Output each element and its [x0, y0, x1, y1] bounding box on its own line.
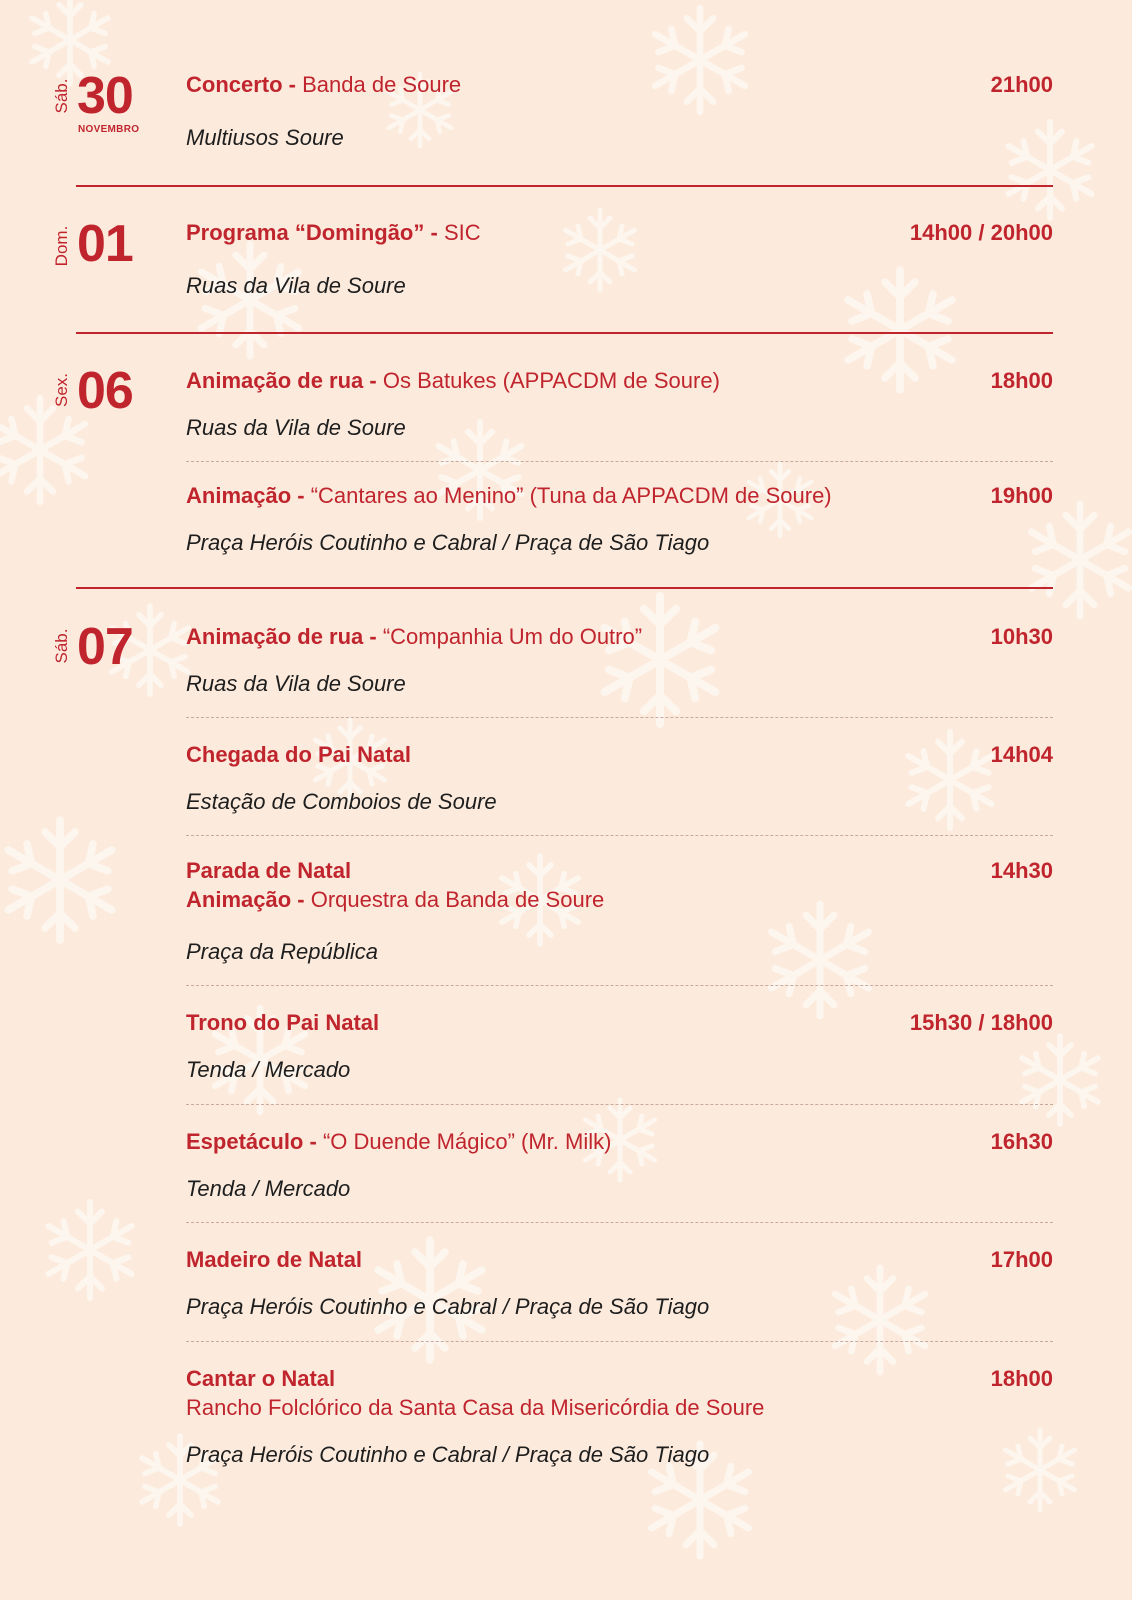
event-detail: Os Batukes (APPACDM de Soure)	[382, 368, 720, 393]
event-subtext: Rancho Folclórico da Santa Casa da Misericórdia de Soure	[186, 1395, 765, 1420]
event-item	[186, 366, 1053, 442]
event-title-line	[186, 70, 1053, 99]
event-title: Programa “Domingão”	[186, 220, 425, 245]
event-detail: “Cantares ao Menino” (Tuna da APPACDM de Soure)	[310, 483, 832, 508]
event-time: 10h30	[990, 624, 1053, 649]
day-divider	[76, 185, 1053, 187]
event-item	[186, 70, 1053, 152]
event-time: 18h00	[990, 1366, 1053, 1391]
weekday-label: Dom.	[52, 225, 71, 267]
event-title: Animação de rua	[186, 368, 364, 393]
event-item	[186, 1364, 1053, 1469]
event-place: Tenda / Mercado	[186, 1057, 351, 1082]
event-divider	[186, 985, 1053, 986]
event-title: Animação	[186, 483, 292, 508]
event-time: 14h04	[990, 742, 1053, 767]
event-title-line	[186, 856, 1053, 885]
day-number: 01	[77, 215, 133, 273]
event-place: Ruas da Vila de Soure	[186, 415, 406, 440]
event-title: Cantar o Natal	[186, 1366, 336, 1391]
event-subtitle-line	[186, 885, 1053, 914]
event-detail: “Companhia Um do Outro”	[382, 624, 643, 649]
title-separator: -	[363, 368, 383, 393]
event-place: Estação de Comboios de Soure	[186, 789, 497, 814]
event-title-line	[186, 622, 1053, 651]
event-detail: SIC	[443, 220, 481, 245]
event-place: Ruas da Vila de Soure	[186, 273, 406, 298]
event-item	[186, 1008, 1053, 1084]
event-item	[186, 1127, 1053, 1203]
event-time: 19h00	[990, 483, 1053, 508]
weekday-label: Sáb.	[52, 628, 71, 664]
weekday-label: Sáb.	[52, 78, 71, 114]
event-title: Concerto	[186, 72, 283, 97]
event-detail: Banda de Soure	[302, 72, 462, 97]
day-number: 06	[77, 362, 133, 420]
day-divider	[76, 587, 1053, 589]
event-time: 18h00	[990, 368, 1053, 393]
event-place: Ruas da Vila de Soure	[186, 671, 406, 696]
event-divider	[186, 1104, 1053, 1105]
event-time: 16h30	[990, 1129, 1053, 1154]
event-title: Animação de rua	[186, 624, 364, 649]
event-title-line	[186, 740, 1053, 769]
event-subdetail: Orquestra da Banda de Soure	[310, 887, 605, 912]
event-place: Multiusos Soure	[186, 125, 344, 150]
title-separator: -	[291, 483, 311, 508]
event-time: 17h00	[990, 1247, 1053, 1272]
event-time: 15h30 / 18h00	[909, 1010, 1053, 1035]
event-item	[186, 218, 1053, 300]
event-place: Praça Heróis Coutinho e Cabral / Praça de São Tiago	[186, 1294, 710, 1319]
event-detail: “O Duende Mágico” (Mr. Milk)	[322, 1129, 612, 1154]
event-title: Chegada do Pai Natal	[186, 742, 411, 767]
event-title: Espetáculo	[186, 1129, 304, 1154]
event-item	[186, 1245, 1053, 1321]
event-title-line	[186, 1364, 1053, 1393]
event-title: Trono do Pai Natal	[186, 1010, 380, 1035]
title-separator: -	[424, 220, 444, 245]
event-divider	[186, 835, 1053, 836]
event-item	[186, 622, 1053, 698]
day-number: 30	[77, 67, 133, 125]
event-title-line	[186, 1127, 1053, 1156]
title-separator: -	[363, 624, 383, 649]
title-separator: -	[282, 72, 303, 97]
event-place: Praça Heróis Coutinho e Cabral / Praça de São Tiago	[186, 1442, 710, 1467]
event-item	[186, 740, 1053, 816]
event-time: 21h00	[990, 72, 1053, 97]
event-item	[186, 481, 1053, 557]
event-time: 14h00 / 20h00	[909, 220, 1053, 245]
title-separator: -	[303, 1129, 323, 1154]
event-divider	[186, 1341, 1053, 1342]
weekday-label: Sex.	[52, 372, 71, 408]
event-place: Praça Heróis Coutinho e Cabral / Praça de São Tiago	[186, 530, 710, 555]
event-title-line	[186, 366, 1053, 395]
event-subtitle: Animação	[186, 887, 292, 912]
event-divider	[186, 1222, 1053, 1223]
day-divider	[76, 332, 1053, 334]
event-title-line	[186, 1245, 1053, 1274]
event-title-line	[186, 481, 1053, 510]
event-item	[186, 856, 1053, 966]
event-place: Tenda / Mercado	[186, 1176, 351, 1201]
event-divider	[186, 461, 1053, 462]
event-divider	[186, 717, 1053, 718]
event-title: Madeiro de Natal	[186, 1247, 363, 1272]
day-number: 07	[77, 618, 133, 676]
event-title: Parada de Natal	[186, 858, 352, 883]
month-label: NOVEMBRO	[78, 124, 140, 135]
event-time: 14h30	[990, 858, 1053, 883]
title-separator: -	[291, 887, 311, 912]
event-place: Praça da República	[186, 939, 379, 964]
